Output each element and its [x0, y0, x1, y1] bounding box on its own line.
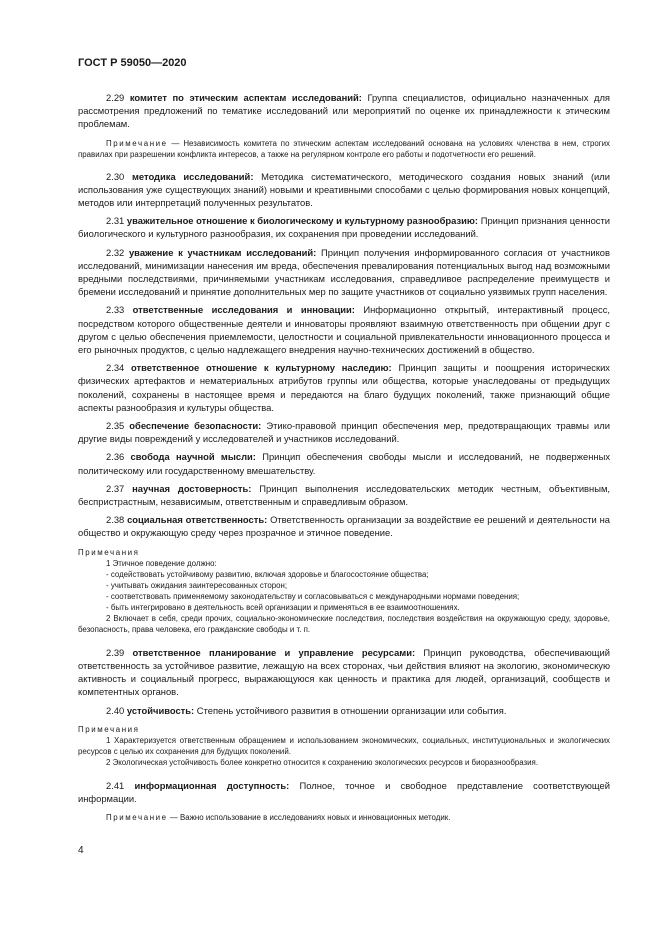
notes-2-38 — [78, 547, 610, 635]
page-number: 4 — [78, 845, 84, 856]
entry-definition: Принцип признания ценности биологического и культурного разнообразия, их сохранения при проведении исследований. — [78, 215, 611, 240]
entry-2-29 — [78, 91, 610, 131]
note-bullet: - соответствовать применяемому законодательству и согласовываться с международными нормами поведения; — [106, 591, 520, 601]
notes-2-40 — [78, 724, 610, 768]
entry-term: уважительное отношение к биологическому и культурному разнообразию: — [126, 215, 479, 227]
note-item-2: 2 Включает в себя, среди прочих, социально-экономические последствия, последствия воздействия на окружающую среду, здоровье, безопасность, права человека, его гражданские свободы и т. п. — [78, 613, 610, 634]
entry-definition: Принцип получения информированного согласия от участников исследований, минимизации нанесения им вреда, обеспечения превалирования потенциальных выгод над возможными вредными последствиями, причиняемыми участникам исследования, справедливое распределение преимуществ и бремени исследований и принятие дополнительных мер по защите участников от социально уязвимых групп населения. — [78, 246, 610, 298]
entry-definition: Принцип руководства, обеспечивающий ответственность за устойчивое развитие, лежащую на всех сторонах, чьи действия влияют на экологию, экономическую активность и социальный прогресс, выражающуюся как ценность и практика для людей, организаций, сообществ и компетентных органов. — [78, 646, 610, 698]
note-bullet: - быть интегрировано в деятельность всей организации и применяться в ее взаимоотношениях. — [106, 602, 460, 612]
entry-term: уважение к участникам исследований: — [128, 246, 317, 258]
entry-definition: Полное, точное и свободное представление соответствующей информации. — [78, 779, 610, 804]
entry-2-35 — [78, 419, 610, 445]
entry-definition: Степень устойчивого развития в отношении организации или события. — [196, 704, 507, 716]
entry-number: 2.36 — [106, 451, 125, 463]
entry-number: 2.35 — [106, 420, 125, 432]
entry-2-37 — [78, 482, 610, 508]
entry-2-30 — [78, 170, 610, 210]
entry-definition: Этико-правовой принцип обеспечения мер, предотвращающих травмы или другие виды повреждений у исследователей и участников исследований. — [78, 420, 610, 445]
entry-2-34 — [78, 361, 610, 414]
notes-heading: Примечания — [78, 724, 140, 734]
entry-2-33 — [78, 303, 610, 356]
entry-definition: Группа специалистов, официально назначенных для рассмотрения предложений по тематике исследований или мероприятий по оценке их принадлежности к этическим проблемам. — [78, 92, 611, 130]
entry-term: ответственное планирование и управление ресурсами: — [132, 646, 416, 658]
note-2-29: Примечание — Независимость комитета по этическим аспектам исследований основана на условиях членства в нем, строгих правилах при разрешении конфликта интересов, а также на регулярном контроле его работы и подотчетности его решений. — [78, 138, 610, 159]
entry-number: 2.32 — [106, 246, 125, 258]
entry-2-39 — [78, 646, 610, 699]
entry-2-38 — [78, 513, 610, 539]
entry-number: 2.33 — [106, 304, 125, 316]
entry-number: 2.41 — [106, 779, 125, 791]
note-2-41: Примечание — Важно использование в исследованиях новых и инновационных методик. — [106, 813, 451, 823]
entry-term: устойчивость: — [126, 704, 195, 716]
entry-number: 2.40 — [106, 704, 125, 716]
entry-term: научная достоверность: — [132, 482, 252, 494]
entry-2-40 — [78, 704, 610, 717]
entry-2-36 — [78, 450, 610, 476]
entry-2-41 — [78, 779, 610, 805]
note-text: Важно использование в исследованиях новых и инновационных методик. — [179, 813, 451, 823]
entry-term: методика исследований: — [131, 170, 254, 182]
entry-number: 2.38 — [106, 514, 125, 526]
entry-definition: Методика систематического, методического создания новых знаний (или использования уже существующих знаний) новыми и креативными способами с целью формирования новых концепций, методов или интерпретаций полученных результатов. — [78, 170, 611, 209]
entry-term: социальная ответственность: — [127, 514, 268, 526]
entry-definition: Принцип защиты и поощрения исторических физических артефактов и нематериальных атрибутов группы или общества, которые унаследованы от предыдущих поколений, сохранены в настоящее время и передаются на благо будущих поколений, также признающий общие аспекты разнообразия и культуры общества. — [78, 362, 610, 413]
entry-number: 2.30 — [106, 170, 125, 182]
entry-number: 2.29 — [106, 92, 125, 103]
entry-number: 2.34 — [106, 362, 125, 374]
note-label: Примечание — [106, 138, 168, 148]
entry-number: 2.37 — [106, 482, 125, 494]
note-item-2: 2 Экологическая устойчивость более конкретно относится к сохранению экологических ресурсов и биоразнообразия. — [106, 757, 539, 767]
entry-term: ответственное отношение к культурному наследию: — [131, 362, 392, 374]
entry-definition: Принцип обеспечения свободы мысли и исследований, не подверженных политическому или государственному вмешательству. — [78, 451, 611, 476]
document-body — [78, 91, 610, 833]
entry-term: информационная доступность: — [134, 779, 290, 791]
entry-number: 2.31 — [106, 215, 125, 227]
entry-term: ответственные исследования и инновации: — [132, 304, 355, 316]
entry-2-32 — [78, 246, 610, 299]
entry-definition: Ответственность организации за воздействие ее решений и деятельности на общество и окружающую среду через прозрачное и этичное поведение. — [78, 514, 611, 539]
note-label: Примечание — [106, 813, 168, 823]
entry-term: свобода научной мысли: — [130, 451, 256, 463]
note-item-1: 1 Этичное поведение должно: — [106, 558, 217, 568]
note-text: Независимость комитета по этическим аспектам исследований основана на условиях членства в нем, строгих правилах при разрешении конфликта интересов, а также на регулярном контроле его работы и подотчетности его решений. — [78, 138, 610, 159]
entry-term: обеспечение безопасности: — [129, 420, 262, 432]
document-header: ГОСТ Р 59050—2020 — [78, 57, 187, 69]
entry-number: 2.39 — [106, 646, 125, 658]
note-item-1: 1 Характеризуется ответственным обращением и использованием экономических, социальных, институциональных и экологических ресурсов с целью их сохранения для будущих поколений. — [78, 735, 610, 756]
note-bullet: - содействовать устойчивому развитию, включая здоровье и благосостояние общества; — [106, 569, 429, 579]
note-bullet: - учитывать ожидания заинтересованных сторон; — [106, 580, 288, 590]
entry-definition: Принцип выполнения исследовательских методик честным, объективным, беспристрастным, независимым, ответственным и справедливым образом. — [78, 482, 611, 508]
entry-term: комитет по этическим аспектам исследований: — [129, 92, 362, 103]
entry-definition: Информационно открытый, интерактивный процесс, посредством которого общественные деятели и инноваторы проявляют взаимную ответственность при общении друг с другом с целью обеспечения приемлемости, целостности и социальной привлекательности инновационного процесса и его рыночных продуктов, с целью надлежащего внедрения научно-технических достижений в общество. — [78, 304, 611, 356]
entry-2-31 — [78, 214, 610, 240]
notes-heading: Примечания — [78, 547, 140, 557]
